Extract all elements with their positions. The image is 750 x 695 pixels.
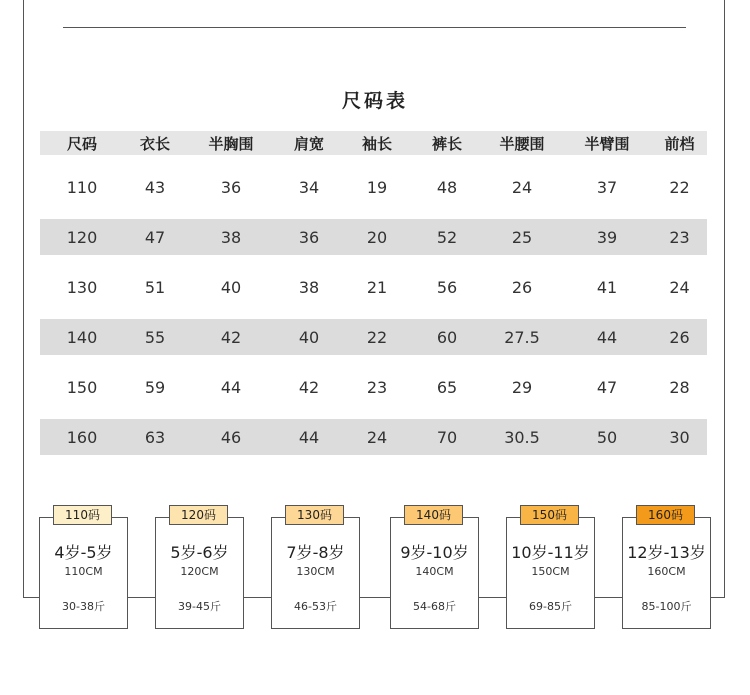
table-header-row	[40, 131, 707, 155]
weight-range: 54-68斤	[413, 600, 456, 613]
table-cell: 19	[366, 177, 388, 197]
header-shoulder: 肩宽	[276, 131, 342, 155]
header-front-rise: 前档	[652, 131, 707, 155]
table-cell: 26	[652, 319, 707, 355]
table-cell: 37	[596, 177, 618, 197]
table-cell: 120	[40, 219, 124, 255]
header-half-arm: 半臂围	[562, 131, 652, 155]
table-cell: 43	[144, 177, 166, 197]
table-cell: 28	[669, 377, 690, 397]
table-row	[40, 155, 707, 219]
table-row	[40, 219, 707, 255]
table-cell: 46	[186, 419, 276, 455]
age-range: 12岁-13岁	[627, 543, 706, 562]
height-cm: 120CM	[180, 565, 219, 578]
table-cell: 160	[40, 419, 124, 455]
age-card	[271, 517, 360, 629]
weight-range: 85-100斤	[641, 600, 692, 613]
size-table	[40, 131, 707, 455]
header-sleeve: 袖长	[342, 131, 412, 155]
age-range: 5岁-6岁	[170, 543, 229, 562]
table-cell: 21	[366, 277, 388, 297]
size-tag: 110码	[53, 505, 112, 525]
page-title: 尺码表	[341, 90, 408, 112]
size-tag: 130码	[285, 505, 344, 525]
table-cell: 44	[562, 319, 652, 355]
table-cell: 40	[276, 319, 342, 355]
table-cell: 30	[652, 419, 707, 455]
weight-range: 69-85斤	[529, 600, 572, 613]
weight-range: 39-45斤	[178, 600, 221, 613]
header-length: 衣长	[124, 131, 186, 155]
table-cell: 51	[144, 277, 166, 297]
table-cell: 59	[144, 377, 166, 397]
table-cell: 26	[511, 277, 533, 297]
table-cell: 110	[66, 177, 98, 197]
header-half-waist: 半腰围	[482, 131, 562, 155]
height-cm: 160CM	[647, 565, 686, 578]
table-cell: 130	[66, 277, 98, 297]
header-half-chest: 半胸围	[186, 131, 276, 155]
table-cell: 63	[124, 419, 186, 455]
table-cell: 52	[412, 219, 482, 255]
table-cell: 150	[66, 377, 98, 397]
table-cell: 39	[562, 219, 652, 255]
table-cell: 24	[342, 419, 412, 455]
table-cell: 24	[511, 177, 533, 197]
age-card	[155, 517, 244, 629]
age-card	[390, 517, 479, 629]
height-cm: 140CM	[415, 565, 454, 578]
age-card	[622, 517, 711, 629]
table-row	[40, 319, 707, 355]
age-range: 9岁-10岁	[400, 543, 469, 562]
size-tag: 120码	[169, 505, 228, 525]
table-cell: 27.5	[482, 319, 562, 355]
table-cell: 48	[436, 177, 458, 197]
table-cell: 38	[186, 219, 276, 255]
table-cell: 38	[298, 277, 320, 297]
table-cell: 20	[342, 219, 412, 255]
table-cell: 65	[436, 377, 458, 397]
table-cell: 40	[220, 277, 242, 297]
age-card	[39, 517, 128, 629]
height-cm: 150CM	[531, 565, 570, 578]
table-cell: 55	[124, 319, 186, 355]
table-cell: 44	[276, 419, 342, 455]
table-cell: 23	[652, 219, 707, 255]
table-cell: 25	[482, 219, 562, 255]
header-size: 尺码	[40, 131, 124, 155]
top-divider	[63, 27, 686, 28]
age-range: 7岁-8岁	[286, 543, 345, 562]
table-body	[40, 155, 707, 455]
table-cell: 36	[276, 219, 342, 255]
table-cell: 47	[596, 377, 618, 397]
weight-range: 30-38斤	[62, 600, 105, 613]
table-row	[40, 255, 707, 319]
size-tag: 150码	[520, 505, 579, 525]
table-cell: 22	[669, 177, 690, 197]
table-cell: 42	[186, 319, 276, 355]
height-cm: 110CM	[64, 565, 103, 578]
table-cell: 23	[366, 377, 388, 397]
age-range: 10岁-11岁	[511, 543, 590, 562]
age-range: 4岁-5岁	[54, 543, 113, 562]
table-cell: 34	[298, 177, 320, 197]
age-card	[506, 517, 595, 629]
header-pants-length: 裤长	[412, 131, 482, 155]
table-cell: 22	[342, 319, 412, 355]
table-cell: 29	[511, 377, 533, 397]
weight-range: 46-53斤	[294, 600, 337, 613]
table-cell: 50	[562, 419, 652, 455]
table-cell: 24	[669, 277, 690, 297]
table-cell: 30.5	[482, 419, 562, 455]
table-cell: 36	[220, 177, 242, 197]
table-cell: 47	[124, 219, 186, 255]
size-tag: 140码	[404, 505, 463, 525]
height-cm: 130CM	[296, 565, 335, 578]
table-cell: 60	[412, 319, 482, 355]
table-cell: 42	[298, 377, 320, 397]
frame-bottom-border	[23, 597, 725, 598]
table-row	[40, 419, 707, 455]
table-cell: 41	[596, 277, 618, 297]
table-row	[40, 355, 707, 419]
table-cell: 44	[220, 377, 242, 397]
table-cell: 56	[436, 277, 458, 297]
table-cell: 70	[412, 419, 482, 455]
table-cell: 140	[40, 319, 124, 355]
size-tag: 160码	[636, 505, 695, 525]
